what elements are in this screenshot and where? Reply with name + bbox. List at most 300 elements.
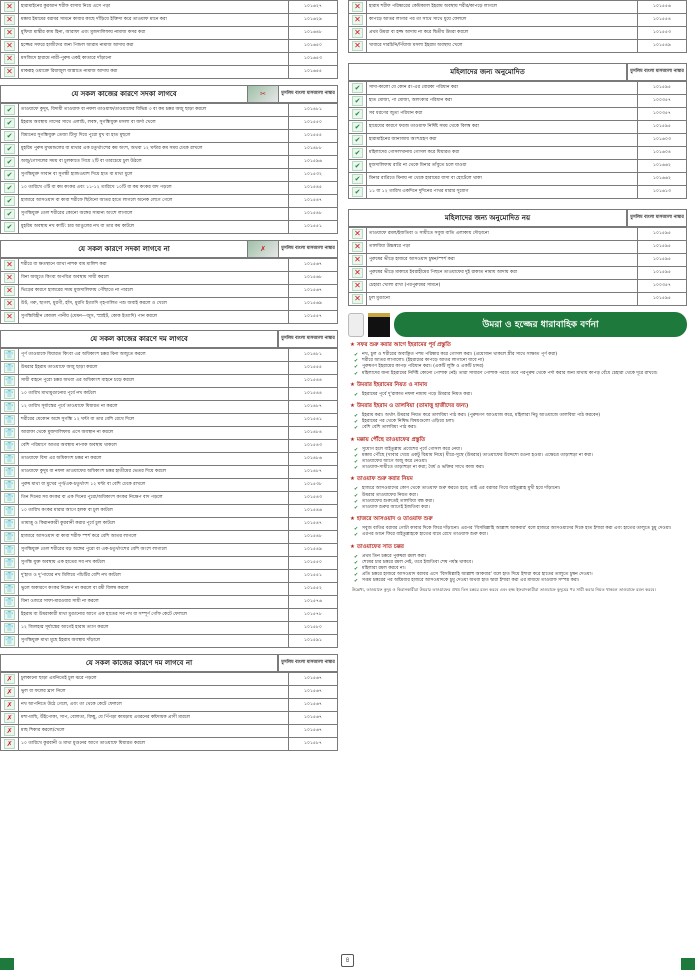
shirt-icon: 👕: [5, 546, 14, 554]
section-title: মহিলাদের জন্য অনুমোদিত নয়: [348, 209, 627, 227]
row-icon-cell: [1, 182, 19, 195]
row-icon-cell: [1, 130, 19, 143]
row-text: ভিড়ের কারণে হাজরের সময় মুজদালিফায় পৌঁছাতে না পারলে: [19, 285, 289, 298]
masala-number: ১০১৫৬৭: [289, 699, 338, 712]
row-icon-cell: [1, 285, 19, 298]
check-icon: ✔: [352, 161, 363, 171]
masala-number: ১০১৫৬৭: [289, 285, 338, 298]
row-icon-cell: [1, 427, 19, 440]
table-row: [1, 596, 338, 609]
shirt-icon: 👕: [5, 533, 14, 541]
masala-number: ১০১৫৫৩: [638, 27, 687, 40]
list-item-text: উমরার তাওয়াফের নিয়ত করা।: [362, 492, 418, 498]
step-heading-text: সফর শুরু করার আগে ইহরামের পূর্ব প্রস্তুতি: [356, 342, 451, 348]
row-text: তিন দিনের সব কংকর বা এক দিনের পুরো/অধিকাংশ কংকর নিক্ষেপ বাদ পড়লে: [19, 492, 289, 505]
table-row: [1, 609, 338, 622]
table-row: [1, 518, 338, 531]
masala-number: ১০১৫৪৮: [289, 208, 338, 221]
list-item: [354, 371, 687, 377]
row-text: তাওয়াফে বিদা এর অধিকাংশ চক্কর না করলে: [19, 453, 289, 466]
masala-number: ১০১৬২৭: [289, 1, 338, 14]
row-text: পুরুষের ভীড়ে মাকামে ইবরাহীমের পিছনে তাওয়াফের দুই রাকাত নামায আদায় করা: [367, 267, 638, 280]
right-column: [348, 0, 687, 592]
women-not-allowed-table: [348, 227, 687, 306]
row-text: ইহরাম বা উমরাকারী মাথা মুণ্ডানোর আগে এক হাতের সব নখ বা সম্পূর্ণ গোঁফ কেটে ফেললে: [19, 609, 289, 622]
table-row: [1, 557, 338, 570]
table-row: [349, 280, 687, 293]
table-row: [349, 293, 687, 306]
list-item-text: মহিলারা রমল করবে না।: [362, 566, 406, 572]
cross-icon: ✕: [4, 273, 15, 283]
table-row: [349, 121, 687, 134]
row-icon-cell: [349, 14, 367, 27]
row-icon-cell: [349, 173, 367, 186]
row-icon-cell: [1, 259, 19, 272]
shirt-icon: 👕: [5, 390, 14, 398]
table-row: [349, 40, 687, 53]
table-row: [1, 14, 338, 27]
row-icon-cell: [1, 453, 19, 466]
row-text: শরীরে বা ক্ষতস্থানে ব্যাথা নাশক বাম মালিশ করা: [19, 259, 289, 272]
row-text: তাওয়াফে রমল/ইজতিবা ও সায়ীতে সবুজ বাতি এলাকায় দৌড়ানো: [367, 228, 638, 241]
cross-icon: ✕: [352, 268, 363, 278]
table-row: [1, 686, 338, 699]
table-row: [349, 160, 687, 173]
row-icon-cell: [1, 466, 19, 479]
row-text: বিনা অজুতে কিংবা অপবিত্র অবস্থায় সায়ী করলে: [19, 272, 289, 285]
table-row: [1, 259, 338, 272]
table-row: [349, 82, 687, 95]
list-item-text: শরীরে আতর লাগালো। (ইহরামের কাপড়ে আতর লাগানো যাবে না): [362, 358, 485, 364]
check-icon: ✔: [4, 144, 15, 154]
table-row: [1, 27, 338, 40]
row-text: পুরুষের ভীড়ে হাজরে আসওয়াদ চুম্বন/স্পর্শ করা: [367, 254, 638, 267]
row-text: ১০ তারিখ মাথামুণ্ডানোর পূর্বে নখ কাটলে: [19, 388, 289, 401]
cross-icon: ✕: [352, 255, 363, 265]
masala-number: ১০১৬৫৩: [289, 53, 338, 66]
table-row: [1, 311, 338, 324]
row-icon-cell: [1, 375, 19, 388]
table-row: [1, 427, 338, 440]
row-text: হাজারে আসওয়াদ বা কাবা শরীফে ছিটানো আতর হাতে লাগলে অনেক লেগে গেলে: [19, 195, 289, 208]
list-item-text: ইহরামের পর থেকে নিষিদ্ধ বিষয়গুলো এড়িয়ে চলা।: [362, 419, 455, 425]
shirt-icon: 👕: [5, 351, 14, 359]
table-row: [349, 134, 687, 147]
cross-icon: ✕: [352, 294, 363, 304]
masala-number: ১০১৫৯৫: [638, 228, 687, 241]
row-icon-cell: [349, 160, 367, 173]
list-item: [354, 532, 687, 538]
row-icon-cell: [349, 95, 367, 108]
masala-number: ১০১৫৪৬: [289, 505, 338, 518]
step-heading-text: মক্কায় পৌঁছে তাওয়াফের প্রস্তুতি: [356, 436, 426, 443]
row-icon-cell: [1, 609, 19, 622]
check-icon: ✔: [352, 174, 363, 184]
masala-number: ১০১৬৬২: [638, 173, 687, 186]
check-icon: ✔: [354, 364, 359, 371]
row-text: হাত মোজা, পা মোজা, অলংকার পরিধান করা: [367, 95, 638, 108]
row-icon-cell: [1, 505, 19, 518]
row-icon-cell: [349, 241, 367, 254]
table-row: [1, 169, 338, 182]
row-text: মুফিয়া মাস্কীর কাম হিনা, আরাফা এবং মুজদালিফায় নামাজ কসর করা: [19, 27, 289, 40]
table-row: [349, 186, 687, 199]
row-text: তালবিয়া উচ্চস্বরে পড়া: [367, 241, 638, 254]
row-text: ভুলে অকারণে কংকর নিক্ষেপ না করলে বা রমী বিলম্ব করলে: [19, 583, 289, 596]
umrah-steps: [348, 342, 687, 585]
column-title: মুসলিম বাংলা মাসআলা নাম্বার: [278, 240, 338, 258]
masala-number: ১০১৫৯৫: [638, 121, 687, 134]
masala-number: ১০১৪৮৬: [289, 453, 338, 466]
masala-number: ১০১৫৯৫: [638, 293, 687, 306]
row-text: ভুল বা ফলের ঘ্রাণ নিলে: [19, 686, 289, 699]
row-icon-cell: [1, 104, 19, 117]
table-row: [1, 583, 338, 596]
table-row: [1, 104, 338, 117]
shirt-icon: 👕: [5, 494, 14, 502]
masala-number: ১০১৫৪৩: [289, 440, 338, 453]
crossed-shirt-icon: ✗: [4, 700, 15, 710]
table-row: [1, 375, 338, 388]
masala-number: ১০১৬০৩: [638, 134, 687, 147]
row-icon-cell: [1, 440, 19, 453]
row-icon-cell: [1, 362, 19, 375]
row-icon-cell: [1, 414, 19, 427]
row-text: সায়ী বাহনে পুরো চক্কর অথবা এর অধিকাংশ বাহনে চড়ে করলে: [19, 375, 289, 388]
row-text: ১০ তারিখে কুরবানী ও মাথা মুণ্ডনের আগে তাওয়াফে যিয়ারত করলে: [19, 738, 289, 751]
table-row: [349, 14, 687, 27]
row-text: ১২ তারিখ সূর্যাস্তের পূর্বে তাওয়াফে যিয়ারত না করলে: [19, 401, 289, 414]
dam-required-header: [0, 330, 338, 348]
masala-number: ১০১৬০৪: [638, 147, 687, 160]
list-item-text: মক্কায় পৌঁছে (খাবার খেয়ে একটু বিশ্রাম নিয়ে) ধীরে-সুস্থে (উমরার) তাওয়াফের উদ্দেশ্যে রওনা হওয়া। এক্ষেত্রে তাড়াহুড়া না করা।: [362, 452, 594, 458]
cross-icon: ✕: [352, 15, 363, 25]
row-text: সুগন্ধিবিহীন কোমল পানীয় (যেমন—জুস, স্প্রাইট, কোক ইত্যাদি) পান করলে: [19, 311, 289, 324]
row-text: পূর্ণ তাওয়াফে যিয়ারত কিংবা এর অধিকাংশ চক্কর বিনা অজুতে করলে: [19, 349, 289, 362]
row-text: উট, গরু, ছাগল, মুরগী, হাঁস, মুরগি ইত্যাদি গৃহপালিত পশু জবাই করলে ও খেলে: [19, 298, 289, 311]
table-row: [1, 544, 338, 557]
table-row: [1, 130, 338, 143]
row-text: পুরুষ মাথা বা মুখের পূর্ণ/এক-চতুর্থাংশ ১২ ঘন্টা বা বেশি ঢেকে রাখলে: [19, 479, 289, 492]
step-list: [348, 486, 687, 511]
check-icon: ✔: [354, 498, 359, 505]
section-title: যে সকল কাজের কারণে দম লাগবে না: [0, 654, 278, 672]
check-icon: ✔: [4, 157, 15, 167]
shirt-icon: 👕: [5, 598, 14, 606]
table-row: [1, 221, 338, 234]
table-row: [349, 1, 687, 14]
umrah-banner: [348, 312, 687, 337]
list-item-text: প্রথম তিন চক্করে পুরুষরা রমল করা।: [362, 553, 427, 559]
check-icon: ✔: [354, 553, 359, 560]
table-row: [1, 466, 338, 479]
step-list: [348, 352, 687, 377]
table-row: [349, 173, 687, 186]
table-row: [349, 254, 687, 267]
list-item-text: তাওয়াফ-সায়ীতে তাড়াহুড়া না করা; ধৈর্য ও ভক্তির সাথে কাজ করা।: [362, 465, 485, 471]
table-row: [1, 285, 338, 298]
cross-icon: ✕: [4, 28, 15, 38]
masala-number: ১০১৫৫৪: [638, 14, 687, 27]
column-title: মুসলিম বাংলা মাসআলা নাম্বার: [278, 330, 338, 348]
row-text: ১২ জিলহজ্ব সূর্যাস্তের আগেই হারাম ত্যাগ করলে: [19, 622, 289, 635]
star-icon: ★: [350, 403, 357, 410]
row-icon-cell: [349, 108, 367, 121]
row-text: আরাফা থেকে মুজদালিফায় এসে অবস্থান না করলে: [19, 427, 289, 440]
row-icon-cell: [1, 544, 19, 557]
row-icon-cell: [349, 228, 367, 241]
row-text: মশা-মাছি, উঁইপোকা, সাপ, বোলতা, বিচ্ছু, যে পিঁপড়া কামড়ায় এধরনের কষ্টদায়ক প্রাণী মারলে: [19, 712, 289, 725]
dam-not-required-table: [0, 672, 338, 751]
star-icon: ★: [350, 381, 357, 388]
check-icon: ✔: [4, 209, 15, 219]
row-icon-cell: [1, 14, 19, 27]
page-number: ৪: [341, 954, 354, 967]
row-icon-cell: [1, 583, 19, 596]
row-text: মিনার রাত্রিতে মিনায় না থেকে হারামের বাসা বা হোটেলে থাকা: [367, 173, 638, 186]
row-icon-cell: [349, 280, 367, 293]
row-text: হারাম শরীফ পরিষ্কারের কেমিক্যাল ইহরাম অবস্থায় শরীর/কাপড়ে লাগলে: [367, 1, 638, 14]
masala-number: ১০১৫৮৭: [289, 738, 338, 751]
row-icon-cell: [1, 195, 19, 208]
section-title: মহিলাদের জন্য অনুমোদিত: [348, 63, 627, 81]
row-text: উমরার ইহরাম তাওয়াফে অজু ছাড়া করলে: [19, 362, 289, 375]
row-text: হায়েযের কারণে ফরজ তাওয়াফ নির্দিষ্ট সময় থেকে বিলম্ব করা: [367, 121, 638, 134]
row-text: মাকরূহ ওয়াক্তে রিয়াজুল জান্নাতে নামাজ আদায় করা: [19, 66, 289, 79]
step-heading: [350, 403, 687, 411]
scissors-thumbnail-icon: ✂: [248, 85, 278, 103]
row-text: হজ্জের সফরে হাজীদের জন্য পিন্ডল আরাম নামাজ আদায় করা: [19, 40, 289, 53]
cross-icon: ✕: [4, 54, 15, 64]
masala-number: ১০১৬২৯: [289, 14, 338, 27]
row-text: সুগন্ধিযুক্ত সাবান বা সুগন্ধী হ্যান্ডওয়াশ দিয়ে হাত বা মাথা ধুলে: [19, 169, 289, 182]
star-icon: ★: [350, 516, 357, 523]
table-row: [1, 182, 338, 195]
row-icon-cell: [349, 267, 367, 280]
row-text: ১০ তারিখ কংকর মারার আগে হলক বা চুল কাটলে: [19, 505, 289, 518]
table-row: [1, 738, 338, 751]
table-row: [1, 440, 338, 453]
list-item-text: সপ্তম চক্করের পর অষ্টমবার হাজরে আসওয়াদকে চুমু দেওয়া অথবা হাত দ্বারা ইশারা করা এর মাধ্যমে তাওয়াফ সম্পন্ন করা।: [362, 578, 580, 584]
check-icon: ✔: [354, 578, 359, 585]
masala-number: ১০১৫৪৯: [289, 544, 338, 557]
step-heading-text: তাওয়াফের সাত চক্কর: [356, 543, 404, 550]
row-text: সুগন্ধি যুক্ত অবস্থায় এক হাতের সব নখ কাটলে: [19, 557, 289, 570]
section-title: যে সকল কাজের কারণে সদকা লাগবে: [0, 85, 248, 103]
list-item-text: সবুজ বাতির বরাবর গোটা কাবার দিকে ফিরে দাঁড়ানো। এরপর 'বিসমিল্লাহি আল্লাহু আকবার' বলে হাজরে আসওয়াদের দিকে হাত ইশারা করা এবং হাতের তালুতে চুমু দেওয়া।: [362, 526, 672, 532]
row-text: মক্কায় ইমামের বরাবর সামনে কাবার কাছে দাঁড়িয়ে ইক্তিদা করে তাওয়াফ মানে করা: [19, 14, 289, 27]
masala-number: ১০১৪৮১: [289, 349, 338, 362]
step-heading: [350, 382, 687, 390]
table-row: [1, 479, 338, 492]
crossed-shirt-icon: ✗: [4, 739, 15, 749]
table-row: [349, 241, 687, 254]
row-text: তাওয়াফে কুদুম বা নফল তাওয়াফের অধিকাংশ চক্কর হাতীমের ভেতর দিয়ে করলে: [19, 466, 289, 479]
row-text: চুল মুণ্ডানো: [367, 293, 638, 306]
masala-number: ১০১৫৫২: [289, 583, 338, 596]
list-item-text: বেশি বেশি তালবিয়া পাঠ করা।: [362, 425, 417, 431]
row-text: হারামাইনের জানাজায় অংশগ্রহণ করা: [367, 134, 638, 147]
star-icon: ★: [350, 436, 357, 443]
list-item-text: হাজরে আসওয়াদের কোণ থেকে তাওয়াফ শুরু করতে হবে; তাই এর বরাবর গিয়ে বাইতুল্লাহ মুখী হয়ে দাঁড়ানো।: [362, 486, 561, 492]
table-row: [349, 228, 687, 241]
column-title: মুসলিম বাংলা মাসআলা নাম্বার: [278, 85, 338, 103]
table-row: [1, 298, 338, 311]
masala-number: ১০১৫৯৫: [638, 267, 687, 280]
table-row: [1, 453, 338, 466]
masala-number: ১০১৬৪৮: [289, 27, 338, 40]
masala-number: ১০১৫৪৯: [638, 40, 687, 53]
step-list: [348, 392, 687, 398]
shirt-icon: 👕: [5, 364, 14, 372]
cross-icon: ✕: [352, 229, 363, 239]
table-row: [349, 95, 687, 108]
row-text: ইহরাম অবস্থায় গাসের সাথে এলাচি, লবঙ্গ, সুগন্ধিযুক্ত মসলা বা জর্দা খেলে: [19, 117, 289, 130]
row-icon-cell: [349, 121, 367, 134]
check-icon: ✔: [4, 222, 15, 232]
step-heading-text: তাওয়াফ শুরু করার নিয়ম: [356, 476, 413, 483]
row-text: নখ আপনিতে উঠে গেলে, এবং তা থেকে কেটে ফেললে: [19, 699, 289, 712]
row-text: শরীরের যেকোন অঙ্গে সুগন্ধি ১২ ঘন্টা বা তার বেশি রেখে দিলে: [19, 414, 289, 427]
row-text: মহিলাদের গোসলখানায় গোসল করে যিয়ারত করা: [367, 147, 638, 160]
sadaqah-required-header: [0, 85, 338, 103]
kaaba-icon: [368, 313, 390, 337]
masala-number: ১০১৫৬৭: [289, 259, 338, 272]
masala-number: ১০১৫৬৭: [289, 712, 338, 725]
cross-icon: ✕: [4, 312, 15, 322]
women-not-allowed-header: [348, 209, 687, 227]
masala-number: ১০১৫৩৮: [289, 479, 338, 492]
check-icon: ✔: [354, 566, 359, 573]
table-row: [349, 267, 687, 280]
list-item: [354, 425, 687, 431]
shirt-icon: 👕: [5, 585, 14, 593]
row-text: চুলকানো ছাড়া এমনিতেই চুল ঝরে পড়লে: [19, 673, 289, 686]
check-icon: ✔: [354, 446, 359, 453]
section-title: যে সকল কারণে সদকা লাগবে না: [0, 240, 248, 258]
check-icon: ✔: [354, 572, 359, 579]
masala-number: ১০১৫৬৭: [289, 673, 338, 686]
masala-number: ১০১৫৪৪: [289, 375, 338, 388]
table-row: [349, 27, 687, 40]
list-item-text: নখ, চুল ও শরীরের অবাঞ্ছিত পশম পরিষ্কার করে গোসল করা। (প্রয়োজন থাকলে স্ত্রীর সাথে সাক্ষাত পূর্ণ করা): [362, 352, 558, 357]
table-row: [1, 362, 338, 375]
step-heading-text: উমরার ইহরামের নিয়ত ও নামায: [356, 381, 428, 388]
row-icon-cell: [349, 134, 367, 147]
list-item-text: ইহরাম করা। অর্থাৎ উমরার নিয়ত করে তালবিয়া পাঠ করা। (পুরুষগণ আওয়াজ করে, মহিলারা নিচু আওয়াজে তালবিয়া পাঠ করবেন): [362, 413, 601, 419]
table-row: [1, 208, 338, 221]
shirt-icon: 👕: [5, 559, 14, 567]
row-text: বিমানের সুগন্ধিযুক্ত তেজা টিস্যু দিয়ে পুরো মুখ বা হাত মুছলে: [19, 130, 289, 143]
check-icon: ✔: [354, 486, 359, 493]
row-icon-cell: [1, 221, 19, 234]
row-icon-cell: [1, 40, 19, 53]
table-row: [1, 272, 338, 285]
masala-number: ১০১৫৬৭: [289, 725, 338, 738]
row-text: প্রথম উমরা বা হজ্জ আদায় না করে দ্বিতীয় উমরা করলে: [367, 27, 638, 40]
row-icon-cell: [1, 686, 19, 699]
row-icon-cell: [349, 147, 367, 160]
table-row: [349, 147, 687, 160]
row-icon-cell: [1, 635, 19, 648]
check-icon: ✔: [354, 532, 359, 539]
masala-number: ১০১৫৪১: [289, 414, 338, 427]
row-icon-cell: [1, 208, 19, 221]
cross-icon: ✕: [352, 2, 363, 12]
row-icon-cell: [1, 156, 19, 169]
masala-number: ১০১৫৪৭: [289, 518, 338, 531]
shirt-icon: 👕: [5, 637, 14, 645]
row-icon-cell: [1, 311, 19, 324]
list-item: [354, 578, 687, 584]
shirt-icon: 👕: [5, 468, 14, 476]
table-row: [1, 143, 338, 156]
sadaqah-not-required-header: [0, 240, 338, 258]
row-icon-cell: [1, 622, 19, 635]
step-list: [348, 413, 687, 432]
table-row: [1, 40, 338, 53]
masala-number: ১০১৫৪৫: [289, 182, 338, 195]
masala-number: ১০১৫৪৩: [289, 492, 338, 505]
masala-number: ১০১৪৮৭: [289, 466, 338, 479]
masala-number: ১০১৫৫১: [289, 570, 338, 583]
masala-number: ১০১৬৫৫: [289, 66, 338, 79]
check-icon: ✔: [354, 526, 359, 533]
cross-icon: ✕: [352, 28, 363, 38]
row-icon-cell: [1, 479, 19, 492]
row-icon-cell: [1, 401, 19, 414]
step-list: [348, 526, 687, 538]
row-icon-cell: [1, 557, 19, 570]
table-row: [1, 570, 338, 583]
row-icon-cell: [349, 27, 367, 40]
table-row: [1, 712, 338, 725]
row-icon-cell: [1, 492, 19, 505]
umrah-footnote: উল্লেখ্য, তাওয়াফে কুদুম ও কিরানকারীরা উমরার তাওয়াফের প্রথম তিন চক্করে রমল করবে এবং হজ্জ ইফরাদকারীরা তাওয়াফে কুদুমের পর সায়ী করার নিয়ত থাকলে তাওয়াফে রমল করবে।: [352, 586, 656, 592]
table-row: [1, 156, 338, 169]
row-text: মাছ শিকার করলে/খেলে: [19, 725, 289, 738]
column-title: মুসলিম বাংলা মাসআলা নাম্বার: [627, 209, 687, 227]
masala-number: ১০১৫৫৫: [289, 362, 338, 375]
page-corner-decoration: [681, 958, 695, 970]
check-icon: ✔: [352, 148, 363, 158]
masala-number: ১০১৫৮০: [289, 622, 338, 635]
step-heading: [350, 516, 687, 524]
crossed-money-thumbnail-icon: ✗: [248, 240, 278, 258]
row-icon-cell: [1, 699, 19, 712]
top-left-table: [0, 0, 338, 79]
column-title: মুসলিম বাংলা মাসআলা নাম্বার: [627, 63, 687, 81]
table-row: [1, 699, 338, 712]
dam-not-required-header: [0, 654, 338, 672]
row-icon-cell: [1, 27, 19, 40]
dam-required-table: [0, 348, 338, 648]
check-icon: ✔: [354, 413, 359, 420]
check-icon: ✔: [354, 505, 359, 512]
step-heading-text: হাজরে আসওয়াদ ও তাওয়াফ শুরু: [356, 516, 433, 523]
check-icon: ✔: [352, 135, 363, 145]
check-icon: ✔: [354, 559, 359, 566]
row-icon-cell: [1, 712, 19, 725]
list-item-text: ইহরামের পূর্বে দু'রাকাত নফল নামায পড়ে উমরার নিয়ত করা।: [362, 391, 473, 397]
shirt-icon: 👕: [5, 624, 14, 632]
check-icon: ✔: [354, 425, 359, 432]
masala-number: ১০১৫৫৭: [289, 311, 338, 324]
shirt-icon: 👕: [5, 377, 14, 385]
shirt-icon: 👕: [5, 403, 14, 411]
row-icon-cell: [349, 186, 367, 199]
table-row: [1, 635, 338, 648]
